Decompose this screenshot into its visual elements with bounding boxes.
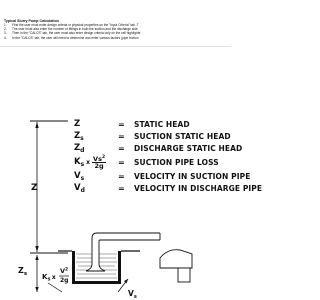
arrow-up-icon: [35, 122, 38, 128]
legend-description: VELOCITY IN SUCTION PIPE: [134, 171, 251, 181]
legend-row: [74, 182, 263, 194]
legend-symbol: $V_d$: [74, 183, 85, 194]
arrow-up-icon: [35, 255, 38, 260]
pump-base: [178, 268, 190, 282]
legend-row: [74, 154, 234, 170]
equals-sign: =: [118, 143, 125, 153]
legend-symbol: Z: [74, 119, 81, 129]
step-text: First the user must enter design criteria or physical properties on the "Input Criteria" tab. T: [12, 23, 139, 27]
ks-term-label: $K_s$ x: [42, 273, 56, 283]
legend-row: [74, 170, 251, 182]
step-number: 1.: [4, 23, 7, 27]
legend-symbol: K s x $\frac{Vs^2}{2g}$: [74, 154, 106, 171]
legend-row: [74, 118, 234, 130]
legend-symbol: $Z_d$: [74, 143, 85, 154]
equals-sign: =: [118, 131, 125, 141]
legend-symbol: $V_s$: [74, 171, 85, 182]
legend-row: [74, 142, 243, 154]
vs-label: $V_s$: [128, 289, 137, 300]
sump-wall-right: [118, 251, 121, 281]
legend-description: STATIC HEAD: [134, 119, 190, 129]
velocity-numerator: $V^2$: [60, 267, 69, 275]
legend-description: SUCTION PIPE LOSS: [134, 157, 219, 167]
legend-description: VELOCITY IN DISCHARGE PIPE: [134, 183, 263, 193]
step-number: 2.: [4, 27, 7, 32]
sump-floor: [72, 281, 121, 284]
step-text: The user must also enter the number of fittings in both the suction and the discharge side: [12, 27, 138, 32]
arrow-down-icon: [35, 246, 38, 252]
suction-pipe-top: [92, 233, 160, 245]
equals-sign: =: [118, 171, 125, 181]
document-title: Typical Slurry Pump Calculation: [4, 19, 59, 23]
legend-description: DISCHARGE STATIC HEAD: [134, 143, 243, 153]
arrow-down-icon: [35, 287, 38, 292]
velocity-denominator: 2g: [60, 277, 69, 284]
annotation-pointer: [48, 283, 62, 292]
equals-sign: =: [118, 119, 125, 129]
pump-volute: [160, 250, 192, 268]
equals-sign: =: [118, 183, 125, 193]
symbol-legend: [74, 118, 263, 194]
zs-label: $Z_s$: [18, 266, 28, 277]
legend-row: [74, 130, 234, 142]
step-text: Then in the "CALCS" tab, the user must also enter design criteria only on the cell highlighte: [12, 31, 141, 36]
step-number: 3.: [4, 31, 7, 36]
z-label: Z: [31, 183, 38, 193]
step-text: In the "CALCS" tab, the user will need to determine and enter various factors (pipe friction: [12, 35, 139, 40]
step-number: 4.: [4, 35, 7, 40]
suction-pipe-bottom: [99, 240, 160, 245]
legend-symbol: $Z_s$: [74, 131, 84, 142]
velocity-head-fraction: $\frac{Vs^2}{2g}$: [93, 154, 106, 171]
equals-sign: =: [118, 157, 125, 167]
legend-description: SUCTION STATIC HEAD: [134, 131, 231, 141]
sump-wall-left: [72, 251, 75, 281]
